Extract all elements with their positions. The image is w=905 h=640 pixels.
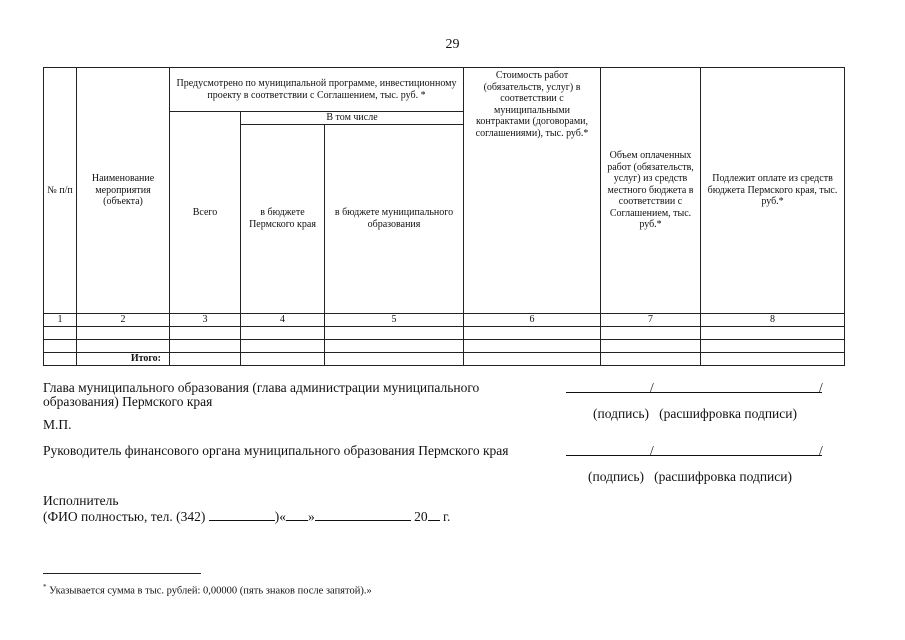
col-number: 5	[325, 313, 464, 326]
head-signature-slash-end: /	[819, 380, 823, 395]
header-total: Всего	[170, 112, 241, 314]
col-number: 1	[44, 313, 77, 326]
finance-title: Руководитель финансового органа муниципального образования Пермского края	[43, 443, 509, 458]
table-row	[44, 339, 845, 352]
year-suffix: г.	[443, 509, 451, 524]
finance-signature-slash: /	[650, 443, 654, 458]
footnote-mark: *	[43, 583, 47, 591]
executor-line	[43, 510, 450, 524]
col-number: 4	[241, 313, 325, 326]
col-number: 8	[701, 313, 845, 326]
executor-line-start: (ФИО полностью, тел. (342)	[43, 509, 206, 524]
finance-signature-caption: (подпись) (расшифровка подписи)	[588, 469, 792, 484]
total-row	[44, 352, 845, 365]
total-label: Итого:	[77, 352, 170, 365]
month-blank	[315, 510, 411, 521]
header-including: В том числе	[241, 112, 464, 125]
footnote	[43, 583, 372, 597]
footnote-separator	[43, 573, 201, 574]
header-contract-cost: Стоимость работ (обязательств, услуг) в соответствии с муниципальными контрактами (договорами, соглашениями), тыс. руб.*	[464, 68, 601, 314]
head-title: Глава муниципального образования (глава администрации муниципального образования) Пермского края	[43, 380, 480, 409]
head-signature-slash: /	[650, 380, 654, 395]
header-num: № п/п	[44, 68, 77, 314]
footnote-text: Указывается сумма в тыс. рублей: 0,00000 (пять знаков после запятой).»	[49, 585, 372, 597]
executor-label: Исполнитель	[43, 493, 119, 508]
col-number: 3	[170, 313, 241, 326]
year-blank	[428, 510, 440, 521]
col-number: 7	[601, 313, 701, 326]
payment-report-table	[43, 67, 845, 366]
date-open: )«	[274, 509, 287, 524]
col-number: 6	[464, 313, 601, 326]
head-signature-line	[566, 392, 822, 393]
finance-signature-line	[566, 455, 822, 456]
phone-blank	[209, 510, 275, 521]
stamp-label: М.П.	[43, 417, 72, 432]
col-number: 2	[77, 313, 170, 326]
header-perm-budget: в бюджете Пермского края	[241, 124, 325, 313]
table-row	[44, 326, 845, 339]
column-number-row	[44, 313, 845, 326]
header-name: Наименование мероприятия (объекта)	[77, 68, 170, 314]
date-close: »	[308, 509, 315, 524]
header-municipal-budget: в бюджете муниципального образования	[325, 124, 464, 313]
finance-signature-slash-end: /	[819, 443, 823, 458]
header-program: Предусмотрено по муниципальной программе, инвестиционному проекту в соответствии с Соглашением, тыс. руб. *	[170, 68, 464, 112]
header-to-pay: Подлежит оплате из средств бюджета Пермского края, тыс. руб.*	[701, 68, 845, 314]
year-prefix: 20	[414, 509, 428, 524]
day-blank	[286, 510, 308, 521]
header-paid-volume: Объем оплаченных работ (обязательств, услуг) из средств местного бюджета в соответствии с Соглашением, тыс. руб.*	[601, 68, 701, 314]
page-number: 29	[445, 37, 460, 52]
head-signature-caption: (подпись) (расшифровка подписи)	[593, 406, 797, 421]
